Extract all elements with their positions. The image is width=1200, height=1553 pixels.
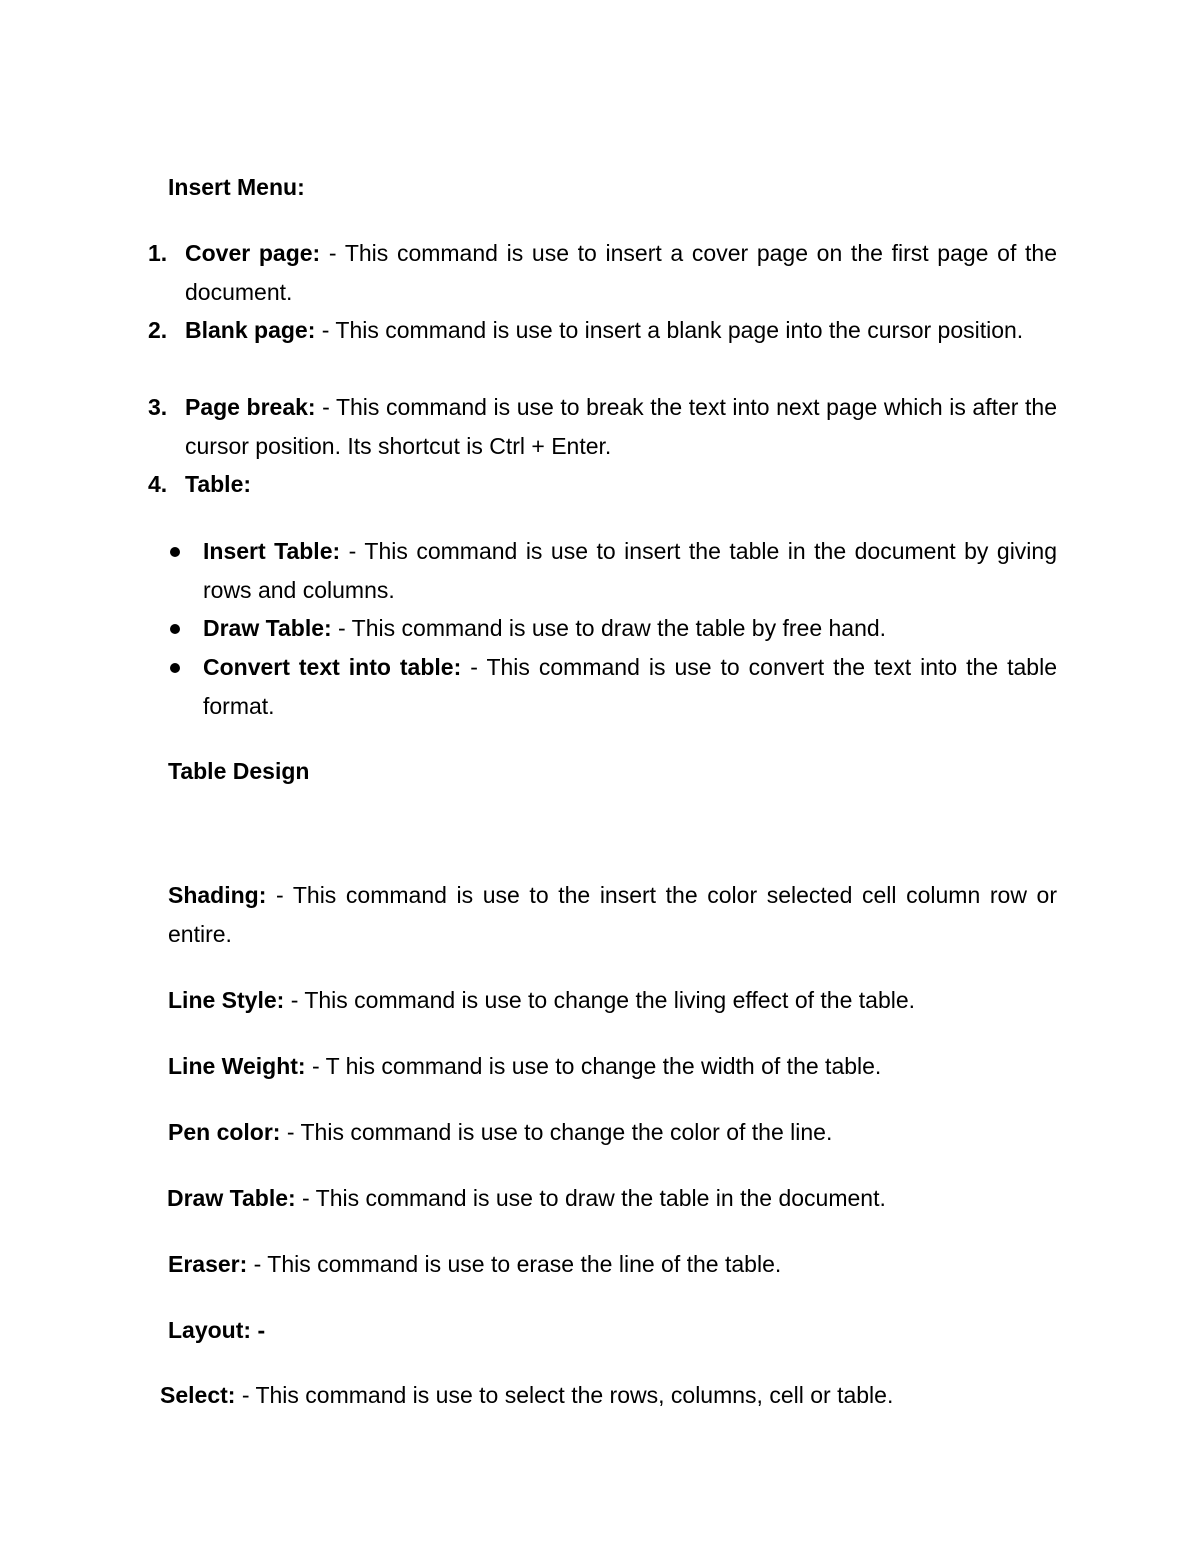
item-text: - T his command is use to change the width of the table. [305, 1053, 882, 1079]
item-term: Convert text into table: [203, 654, 462, 680]
item-text: - This command is use to the insert the color selected cell column row or entire. [168, 882, 1057, 947]
table-design-heading: Table Design [168, 758, 310, 784]
design-item-pen-color [168, 1113, 1057, 1152]
item-term: Line Weight: [168, 1053, 306, 1079]
item-text: - This command is use to insert a cover page on the first page of the document. [185, 240, 1057, 305]
design-item-select [160, 1376, 1049, 1415]
item-term: Page break: [185, 394, 316, 420]
item-term: Shading: [168, 882, 267, 908]
item-text: - This command is use to convert the text into the table format. [203, 654, 1057, 719]
design-item-eraser [168, 1245, 1057, 1284]
design-item-line-style [168, 981, 1057, 1020]
bullet-icon [170, 624, 180, 634]
bullet-item-convert-text [203, 648, 1057, 725]
item-text: - [251, 1317, 266, 1343]
bullet-item-insert-table [203, 532, 1057, 609]
item-text: - This command is use to insert the table in the document by giving rows and columns. [203, 538, 1058, 603]
item-term: Layout: [168, 1317, 252, 1343]
item-term: Draw Table: [167, 1185, 296, 1211]
item-number: 1. [148, 240, 168, 266]
item-term: Draw Table: [203, 615, 332, 641]
bullet-item-draw-table [203, 609, 1057, 648]
item-text: - This command is use to insert a blank page into the cursor position. [315, 317, 1024, 343]
item-term: Insert Table: [203, 538, 341, 564]
item-term: Select: [160, 1382, 236, 1408]
item-term: Cover page: [185, 240, 321, 266]
item-text: - This command is use to change the color of the line. [280, 1119, 833, 1145]
numbered-item-page-break [148, 388, 1057, 465]
design-item-line-weight [168, 1047, 1057, 1086]
item-term: Table: [185, 471, 252, 497]
item-text: - This command is use to select the rows, columns, cell or table. [235, 1382, 894, 1408]
item-text: - This command is use to draw the table in the document. [295, 1185, 886, 1211]
bullet-icon [170, 547, 180, 557]
item-number: 3. [148, 394, 168, 420]
item-term: Pen color: [168, 1119, 281, 1145]
insert-menu-heading: Insert Menu: [168, 174, 305, 200]
design-item-layout [168, 1311, 1057, 1350]
item-text: - This command is use to break the text into next page which is after the cursor position. Its shortcut is Ctrl + Enter. [185, 394, 1057, 459]
numbered-item-cover-page [148, 234, 1057, 311]
item-term: Blank page: [185, 317, 316, 343]
item-text: - This command is use to erase the line of the table. [247, 1251, 782, 1277]
bullet-icon [170, 663, 180, 673]
numbered-item-blank-page [148, 311, 1057, 350]
design-item-shading [168, 876, 1057, 953]
item-term: Eraser: [168, 1251, 248, 1277]
design-item-draw-table [167, 1179, 1056, 1218]
item-text: - This command is use to draw the table by free hand. [331, 615, 887, 641]
numbered-item-table [148, 465, 1057, 504]
item-text: - This command is use to change the living effect of the table. [284, 987, 916, 1013]
item-number: 4. [148, 471, 168, 497]
item-term: Line Style: [168, 987, 285, 1013]
item-number: 2. [148, 317, 168, 343]
